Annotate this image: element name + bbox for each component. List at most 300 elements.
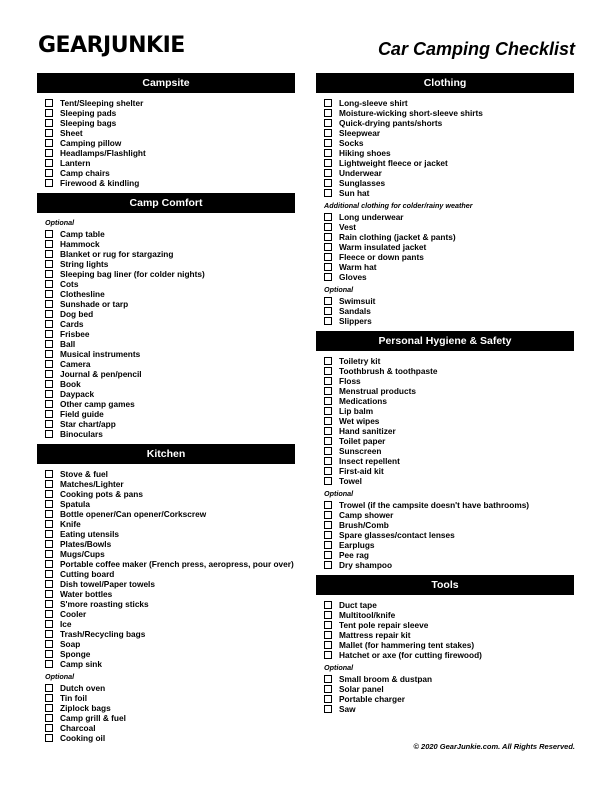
checklist-item[interactable] — [324, 406, 574, 416]
checklist-item[interactable] — [45, 158, 295, 168]
checkbox-icon[interactable] — [45, 159, 53, 167]
checklist-item[interactable] — [324, 704, 574, 714]
checklist-item-label: Cards — [60, 319, 84, 329]
checkbox-icon[interactable] — [324, 119, 332, 127]
section-heading: Kitchen — [37, 444, 295, 464]
checklist-item[interactable] — [45, 569, 295, 579]
checkbox-icon[interactable] — [324, 243, 332, 251]
checklist-item-label: Eating utensils — [60, 529, 120, 539]
checklist-item[interactable] — [324, 386, 574, 396]
checklist-item-label: Lantern — [60, 158, 91, 168]
checklist-item-label: Towel — [339, 476, 362, 486]
checklist-item[interactable] — [324, 242, 574, 252]
checklist-item-label: Hiking shoes — [339, 148, 391, 158]
checkbox-icon[interactable] — [45, 310, 53, 318]
checkbox-icon[interactable] — [45, 620, 53, 628]
checkbox-icon[interactable] — [45, 149, 53, 157]
checklist-item-label: Ziplock bags — [60, 703, 111, 713]
section-heading: Tools — [316, 575, 574, 595]
checkbox-icon[interactable] — [45, 640, 53, 648]
checklist-item[interactable] — [324, 416, 574, 426]
checklist-item[interactable] — [45, 168, 295, 178]
checklist-item-label: Dutch oven — [60, 683, 106, 693]
checkbox-icon[interactable] — [324, 561, 332, 569]
checklist-item-label: Toilet paper — [339, 436, 386, 446]
checklist-item[interactable] — [324, 98, 574, 108]
checklist-item[interactable] — [45, 723, 295, 733]
checkbox-icon[interactable] — [45, 410, 53, 418]
page-title: Car Camping Checklist — [377, 39, 575, 59]
checklist-item[interactable] — [324, 306, 574, 316]
checklist-item[interactable] — [45, 389, 295, 399]
checklist-item[interactable] — [45, 469, 295, 479]
checklist-item[interactable] — [45, 299, 295, 309]
checklist-item[interactable] — [45, 419, 295, 429]
checkbox-icon[interactable] — [324, 621, 332, 629]
checklist-item[interactable] — [45, 349, 295, 359]
checklist-item[interactable] — [324, 640, 574, 650]
checkbox-icon[interactable] — [324, 189, 332, 197]
checklist-item-label: Sandals — [339, 306, 371, 316]
checkbox-icon[interactable] — [45, 694, 53, 702]
checklist-item[interactable] — [324, 262, 574, 272]
checklist-item[interactable] — [324, 476, 574, 486]
copyright-footer: © 2020 GearJunkie.com. All Rights Reserved. — [413, 742, 575, 751]
checklist-item-label: Rain clothing (jacket & pants) — [339, 232, 456, 242]
checkbox-icon[interactable] — [324, 169, 332, 177]
checkbox-icon[interactable] — [45, 280, 53, 288]
checklist-item[interactable] — [45, 693, 295, 703]
checklist-item[interactable] — [324, 650, 574, 660]
checkbox-icon[interactable] — [324, 501, 332, 509]
checkbox-icon[interactable] — [324, 407, 332, 415]
checkbox-icon[interactable] — [45, 570, 53, 578]
checkbox-icon[interactable] — [45, 340, 53, 348]
checklist-item-label: Sponge — [60, 649, 91, 659]
checklist-item[interactable] — [324, 674, 574, 684]
group-subheading: Optional — [324, 489, 354, 498]
checkbox-icon[interactable] — [45, 540, 53, 548]
checklist-item[interactable] — [324, 436, 574, 446]
checkbox-icon[interactable] — [45, 290, 53, 298]
checkbox-icon[interactable] — [45, 250, 53, 258]
checklist-item[interactable] — [45, 279, 295, 289]
checkbox-icon[interactable] — [45, 470, 53, 478]
checklist-item-label: Tent pole repair sleeve — [339, 620, 429, 630]
checklist-item[interactable] — [45, 519, 295, 529]
checklist-item-label: Star chart/app — [60, 419, 116, 429]
checkbox-icon[interactable] — [324, 253, 332, 261]
checklist-item-label: Menstrual products — [339, 386, 416, 396]
checklist-item[interactable] — [45, 733, 295, 743]
checkbox-icon[interactable] — [45, 270, 53, 278]
section-heading: Clothing — [316, 73, 574, 93]
checkbox-icon[interactable] — [324, 377, 332, 385]
checklist-item-label: Tent/Sleeping shelter — [60, 98, 144, 108]
checkbox-icon[interactable] — [45, 600, 53, 608]
checklist-item[interactable] — [45, 329, 295, 339]
checkbox-icon[interactable] — [324, 149, 332, 157]
checklist-item[interactable] — [45, 609, 295, 619]
checkbox-icon[interactable] — [45, 510, 53, 518]
checklist-item[interactable] — [324, 376, 574, 386]
checklist-item[interactable] — [324, 356, 574, 366]
checklist-item[interactable] — [45, 239, 295, 249]
checklist-item-label: Hand sanitizer — [339, 426, 396, 436]
checklist-item-label: Vest — [339, 222, 357, 232]
checklist-item-label: Sleeping bags — [60, 118, 117, 128]
checklist-item[interactable] — [324, 426, 574, 436]
checklist-item[interactable] — [45, 409, 295, 419]
checklist-item[interactable] — [45, 599, 295, 609]
checklist-item-label: Wet wipes — [339, 416, 380, 426]
checkbox-icon[interactable] — [45, 430, 53, 438]
checkbox-icon[interactable] — [324, 541, 332, 549]
checklist-item-label: Water bottles — [60, 589, 113, 599]
checklist-item[interactable] — [45, 659, 295, 669]
checkbox-icon[interactable] — [324, 139, 332, 147]
group-subheading: Optional — [324, 285, 354, 294]
checklist-item[interactable] — [45, 138, 295, 148]
checklist-item-label: First-aid kit — [339, 466, 384, 476]
checklist-item-label: Floss — [339, 376, 361, 386]
checklist-item-label: Headlamps/Flashlight — [60, 148, 146, 158]
checklist-item-label: Long underwear — [339, 212, 404, 222]
checkbox-icon[interactable] — [324, 705, 332, 713]
checklist-item[interactable] — [45, 178, 295, 188]
checkbox-icon[interactable] — [324, 675, 332, 683]
checkbox-icon[interactable] — [45, 500, 53, 508]
checklist-item-label: Knife — [60, 519, 81, 529]
checkbox-icon[interactable] — [324, 437, 332, 445]
checkbox-icon[interactable] — [45, 99, 53, 107]
checkbox-icon[interactable] — [45, 530, 53, 538]
checklist-item-label: Binoculars — [60, 429, 103, 439]
checkbox-icon[interactable] — [324, 641, 332, 649]
checklist-item-label: Dry shampoo — [339, 560, 393, 570]
checklist-item-label: Mallet (for hammering tent stakes) — [339, 640, 475, 650]
checklist-item[interactable] — [324, 232, 574, 242]
checkbox-icon[interactable] — [324, 387, 332, 395]
checklist-item[interactable] — [45, 639, 295, 649]
checklist-item-label: Lightweight fleece or jacket — [339, 158, 448, 168]
checklist-item[interactable] — [324, 118, 574, 128]
checkbox-icon[interactable] — [324, 511, 332, 519]
checkbox-icon[interactable] — [324, 109, 332, 117]
checkbox-icon[interactable] — [45, 480, 53, 488]
checkbox-icon[interactable] — [324, 397, 332, 405]
checklist-item-label: Camera — [60, 359, 91, 369]
checklist-item-label: Sheet — [60, 128, 83, 138]
checkbox-icon[interactable] — [45, 139, 53, 147]
checkbox-icon[interactable] — [45, 380, 53, 388]
checklist-item-label: Moisture-wicking short-sleeve shirts — [339, 108, 483, 118]
checklist-item[interactable] — [45, 118, 295, 128]
checkbox-icon[interactable] — [324, 263, 332, 271]
section-campsite — [37, 73, 295, 193]
checklist-item[interactable] — [324, 694, 574, 704]
checklist-item-label: Cutting board — [60, 569, 115, 579]
checklist-item[interactable] — [324, 138, 574, 148]
checklist-item[interactable] — [45, 339, 295, 349]
checklist-item[interactable] — [45, 369, 295, 379]
checkbox-icon[interactable] — [45, 320, 53, 328]
checklist-item[interactable] — [45, 559, 295, 569]
checkbox-icon[interactable] — [45, 129, 53, 137]
checklist-item[interactable] — [45, 309, 295, 319]
checklist-item[interactable] — [324, 212, 574, 222]
checkbox-icon[interactable] — [45, 590, 53, 598]
checklist-item[interactable] — [324, 108, 574, 118]
checkbox-icon[interactable] — [324, 233, 332, 241]
checkbox-icon[interactable] — [45, 560, 53, 568]
checklist-item-label: Camp table — [60, 229, 105, 239]
checklist-item-label: Blanket or rug for stargazing — [60, 249, 174, 259]
checklist-item[interactable] — [45, 629, 295, 639]
checklist-item[interactable] — [45, 589, 295, 599]
group-subheading: Optional — [45, 672, 75, 681]
checklist-item[interactable] — [324, 168, 574, 178]
checklist-item[interactable] — [45, 529, 295, 539]
checkbox-icon[interactable] — [324, 521, 332, 529]
checklist-item-label: Pee rag — [339, 550, 369, 560]
checkbox-icon[interactable] — [45, 400, 53, 408]
checkbox-icon[interactable] — [324, 417, 332, 425]
checklist-item-label: Sleepwear — [339, 128, 381, 138]
checkbox-icon[interactable] — [324, 307, 332, 315]
checkbox-icon[interactable] — [45, 704, 53, 712]
checkbox-icon[interactable] — [45, 650, 53, 658]
checklist-item[interactable] — [324, 610, 574, 620]
checklist-item[interactable] — [45, 289, 295, 299]
checklist-item[interactable] — [45, 259, 295, 269]
checklist-item-label: Dog bed — [60, 309, 94, 319]
checkbox-icon[interactable] — [45, 350, 53, 358]
section-clothing — [316, 73, 574, 331]
checklist-item[interactable] — [324, 296, 574, 306]
checklist-item[interactable] — [45, 319, 295, 329]
checklist-item[interactable] — [45, 379, 295, 389]
checklist-item[interactable] — [324, 316, 574, 326]
checklist-item-label: Medications — [339, 396, 387, 406]
checkbox-icon[interactable] — [45, 330, 53, 338]
checklist-item[interactable] — [45, 499, 295, 509]
checkbox-icon[interactable] — [324, 357, 332, 365]
checkbox-icon[interactable] — [324, 531, 332, 539]
checkbox-icon[interactable] — [45, 260, 53, 268]
checklist-item[interactable] — [45, 703, 295, 713]
checkbox-icon[interactable] — [45, 300, 53, 308]
checklist-item-label: Slippers — [339, 316, 372, 326]
checklist-item-label: Frisbee — [60, 329, 90, 339]
checkbox-icon[interactable] — [324, 159, 332, 167]
checklist-item[interactable] — [45, 249, 295, 259]
checklist-item[interactable] — [45, 98, 295, 108]
group-subheading: Optional — [324, 663, 354, 672]
checklist-item[interactable] — [45, 619, 295, 629]
checkbox-icon[interactable] — [324, 273, 332, 281]
checklist-item[interactable] — [324, 530, 574, 540]
checklist-item[interactable] — [324, 630, 574, 640]
checkbox-icon[interactable] — [324, 695, 332, 703]
checklist-item[interactable] — [45, 479, 295, 489]
checklist-item[interactable] — [324, 252, 574, 262]
checklist-item-label: Mattress repair kit — [339, 630, 411, 640]
group-subheading: Additional clothing for colder/rainy weather — [324, 201, 473, 210]
checkbox-icon[interactable] — [324, 213, 332, 221]
checkbox-icon[interactable] — [324, 477, 332, 485]
checklist-item-label: Mugs/Cups — [60, 549, 105, 559]
checklist-item[interactable] — [324, 620, 574, 630]
checklist-item-label: Fleece or down pants — [339, 252, 424, 262]
checklist-item-label: Trash/Recycling bags — [60, 629, 146, 639]
section-kitchen — [37, 444, 295, 748]
checklist-item[interactable] — [324, 128, 574, 138]
checkbox-icon[interactable] — [45, 520, 53, 528]
checklist-item[interactable] — [324, 540, 574, 550]
checklist-item[interactable] — [324, 158, 574, 168]
checkbox-icon[interactable] — [45, 550, 53, 558]
checklist-item-label: Charcoal — [60, 723, 96, 733]
checkbox-icon[interactable] — [324, 685, 332, 693]
checkbox-icon[interactable] — [324, 601, 332, 609]
checklist-item[interactable] — [45, 269, 295, 279]
checkbox-icon[interactable] — [324, 611, 332, 619]
checkbox-icon[interactable] — [324, 467, 332, 475]
checklist-item[interactable] — [324, 500, 574, 510]
checklist-item-label: Multitool/knife — [339, 610, 396, 620]
checkbox-icon[interactable] — [45, 684, 53, 692]
checkbox-icon[interactable] — [45, 109, 53, 117]
right-column — [316, 73, 574, 719]
checklist-item[interactable] — [324, 366, 574, 376]
section-heading: Personal Hygiene & Safety — [316, 331, 574, 351]
checkbox-icon[interactable] — [45, 390, 53, 398]
checkbox-icon[interactable] — [45, 580, 53, 588]
checklist-item[interactable] — [324, 520, 574, 530]
checkbox-icon[interactable] — [324, 367, 332, 375]
checklist-item[interactable] — [324, 560, 574, 570]
checkbox-icon[interactable] — [324, 99, 332, 107]
checkbox-icon[interactable] — [45, 230, 53, 238]
checkbox-icon[interactable] — [324, 631, 332, 639]
group-subheading: Optional — [45, 218, 75, 227]
checkbox-icon[interactable] — [45, 179, 53, 187]
checklist-item[interactable] — [324, 272, 574, 282]
checklist-item[interactable] — [45, 429, 295, 439]
checklist-item[interactable] — [45, 489, 295, 499]
checklist-item-label: Lip balm — [339, 406, 374, 416]
checkbox-icon[interactable] — [45, 734, 53, 742]
checklist-item-label: Firewood & kindling — [60, 178, 140, 188]
checklist-item-label: Book — [60, 379, 81, 389]
checklist-item[interactable] — [45, 579, 295, 589]
checklist-item[interactable] — [324, 178, 574, 188]
checklist-item[interactable] — [324, 222, 574, 232]
checklist-item-label: Camp sink — [60, 659, 102, 669]
checklist-item[interactable] — [45, 539, 295, 549]
checkbox-icon[interactable] — [45, 169, 53, 177]
checkbox-icon[interactable] — [324, 427, 332, 435]
checkbox-icon[interactable] — [45, 630, 53, 638]
checklist-item[interactable] — [324, 466, 574, 476]
checklist-item[interactable] — [324, 188, 574, 198]
checklist-item[interactable] — [45, 549, 295, 559]
checklist-item-label: Ice — [60, 619, 72, 629]
checkbox-icon[interactable] — [324, 551, 332, 559]
checklist-item[interactable] — [324, 510, 574, 520]
checklist-item-label: Other camp games — [60, 399, 135, 409]
checkbox-icon[interactable] — [324, 129, 332, 137]
checkbox-icon[interactable] — [45, 490, 53, 498]
checklist-item-label: Cots — [60, 279, 79, 289]
checkbox-icon[interactable] — [45, 240, 53, 248]
checklist-item-label: Duct tape — [339, 600, 377, 610]
checklist-item[interactable] — [45, 148, 295, 158]
checklist-item-label: Clothesline — [60, 289, 105, 299]
checkbox-icon[interactable] — [45, 724, 53, 732]
checklist-item-label: Quick-drying pants/shorts — [339, 118, 443, 128]
checklist-item[interactable] — [45, 713, 295, 723]
checklist-item[interactable] — [324, 600, 574, 610]
checkbox-icon[interactable] — [45, 610, 53, 618]
section-camp-comfort — [37, 193, 295, 444]
checkbox-icon[interactable] — [45, 360, 53, 368]
checkbox-icon[interactable] — [45, 370, 53, 378]
checklist-item-label: Trowel (if the campsite doesn't have bathrooms) — [339, 500, 530, 510]
checkbox-icon[interactable] — [324, 179, 332, 187]
checklist-item-label: Sun hat — [339, 188, 370, 198]
checklist-item[interactable] — [324, 148, 574, 158]
checklist-item[interactable] — [324, 550, 574, 560]
checkbox-icon[interactable] — [45, 119, 53, 127]
checklist-item-label: Solar panel — [339, 684, 384, 694]
checklist-item[interactable] — [45, 108, 295, 118]
checklist-item-label: Matches/Lighter — [60, 479, 124, 489]
checklist-item[interactable] — [45, 683, 295, 693]
checkbox-icon[interactable] — [324, 223, 332, 231]
checklist-item-label: Spare glasses/contact lenses — [339, 530, 455, 540]
checkbox-icon[interactable] — [324, 447, 332, 455]
checklist-item[interactable] — [324, 396, 574, 406]
checklist-item-label: Bottle opener/Can opener/Corkscrew — [60, 509, 207, 519]
checklist-item-label: Tin foil — [60, 693, 88, 703]
checklist-item-label: Swimsuit — [339, 296, 376, 306]
checkbox-icon[interactable] — [45, 660, 53, 668]
checklist-item-label: Soap — [60, 639, 81, 649]
checkbox-icon[interactable] — [45, 420, 53, 428]
checkbox-icon[interactable] — [324, 651, 332, 659]
checkbox-icon[interactable] — [324, 317, 332, 325]
checklist-item[interactable] — [324, 684, 574, 694]
checklist-item[interactable] — [324, 446, 574, 456]
checklist-item[interactable] — [45, 229, 295, 239]
checkbox-icon[interactable] — [324, 297, 332, 305]
checklist-item-label: Sunglasses — [339, 178, 386, 188]
checklist-item-label: Journal & pen/pencil — [60, 369, 142, 379]
checklist-item[interactable] — [45, 649, 295, 659]
checklist-item-label: Cooler — [60, 609, 87, 619]
checklist-item[interactable] — [45, 399, 295, 409]
checklist-item-label: S'more roasting sticks — [60, 599, 149, 609]
checkbox-icon[interactable] — [324, 457, 332, 465]
checklist-item[interactable] — [324, 456, 574, 466]
checklist-item[interactable] — [45, 359, 295, 369]
checklist-item[interactable] — [45, 509, 295, 519]
checklist-item-label: Field guide — [60, 409, 104, 419]
checkbox-icon[interactable] — [45, 714, 53, 722]
checklist-item[interactable] — [45, 128, 295, 138]
